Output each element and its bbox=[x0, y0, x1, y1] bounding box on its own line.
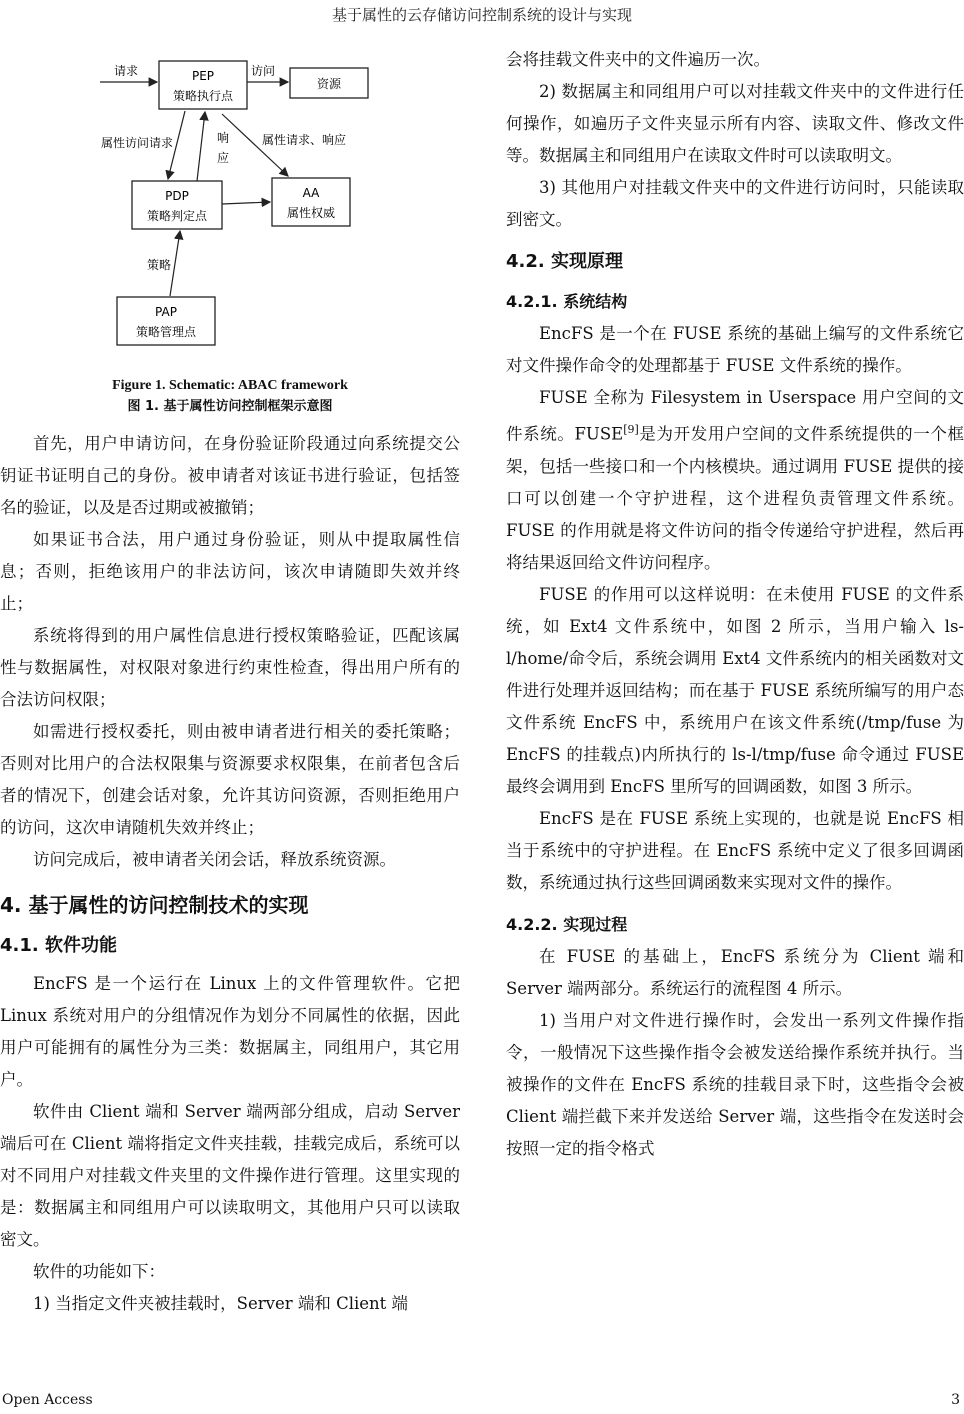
label-policy: 策略 bbox=[147, 258, 172, 272]
subsection-heading-4-2: 4.2. 实现原理 bbox=[506, 251, 623, 272]
paragraph: EncFS 是一个在 FUSE 系统的基础上编写的文件系统它对文件操作命令的处理都基于 FUSE 文件系统的操作。 bbox=[506, 324, 964, 375]
paragraph: 首先，用户申请访问，在身份验证阶段通过向系统提交公钥证书证明自己的身份。被申请者对该证书进行验证，包括签名的验证，以及是否过期或被撤销； bbox=[0, 434, 460, 517]
paragraph: FUSE 的作用可以这样说明：在未使用 FUSE 的文件系统，如 Ext4 文件系统中，如图 2 所示，当用户输入 ls-l/home/命令后，系统会调用 Ext4 文件系统内的相关函数对文件进行处理并返回结构；而在基于 FUSE 系统所编写的用户态文件系统 EncFS 中，系统用户在该文件系统(/tmp/fuse 为 EncFS 的挂载点)内所执行的 ls-l/tmp/fuse 命令通过 FUSE 最终会调用到 EncFS 里所写的回调函数，如图 3 所示。 bbox=[506, 584, 964, 796]
paragraph: 1) 当用户对文件进行操作时，会发出一系列文件操作指令，一般情况下这些操作指令会被发送给操作系统并执行。当被操作的文件在 EncFS 系统的挂载目录下时，这些指令会被 Client 端拦截下来并发送给 Server 端，这些指令在发送时会按照一定的指令格式 bbox=[506, 1010, 964, 1158]
abac-diagram bbox=[0, 44, 460, 374]
label-access: 访问 bbox=[251, 64, 276, 78]
paragraph: EncFS 是一个运行在 Linux 上的文件管理软件。它把 Linux 系统对用户的分组情况作为划分不同属性的依据，因此用户可能拥有的属性分为三类：数据属主，同组用户，其它用户。 bbox=[0, 974, 460, 1089]
paragraph: 软件的功能如下： bbox=[33, 1262, 165, 1281]
paragraph: 如需进行授权委托，则由被申请者进行相关的委托策略；否则对比用户的合法权限集与资源要求权限集，在前者包含后者的情况下，创建会话对象，允许其访问资源，否则拒绝用户的访问，这次申请随机失效并终止； bbox=[0, 722, 460, 837]
policy-arrow bbox=[170, 231, 180, 296]
paragraph: 系统将得到的用户属性信息进行授权策略验证，匹配该属性与数据属性，对权限对象进行约束性检查，得出用户所有的合法访问权限； bbox=[0, 626, 460, 709]
label-attr-request-response: 属性请求、响应 bbox=[262, 133, 347, 147]
pdp-aa-arrow bbox=[222, 202, 270, 204]
label-request: 请求 bbox=[114, 64, 139, 78]
pep-box-title: PEP bbox=[191, 69, 215, 83]
paragraph: 2) 数据属主和同组用户可以对挂载文件夹中的文件进行任何操作，如遍历子文件夹显示所有内容、读取文件、修改文件等。数据属主和同组用户在读取文件时可以读取明文。 bbox=[506, 82, 964, 165]
label-attr-access-request: 属性访问请求 bbox=[101, 136, 174, 150]
paragraph: 访问完成后，被申请者关闭会话，释放系统资源。 bbox=[33, 850, 396, 869]
paragraph-part: FUSE 全称为 Filesystem in Userspace 用户空间的文件系统。FUSE bbox=[506, 388, 964, 444]
aa-box-subtitle: 属性权威 bbox=[286, 206, 336, 220]
section-heading-4: 4. 基于属性的访问控制技术的实现 bbox=[0, 893, 309, 917]
running-header: 基于属性的云存储访问控制系统的设计与实现 bbox=[331, 6, 632, 24]
citation-ref: [9] bbox=[623, 423, 639, 436]
paragraph-part: 是为开发用户空间的文件系统提供的一个框架，包括一些接口和一个内核模块。通过调用 FUSE 提供的接口可以创建一个守护进程，这个进程负责管理文件系统。FUSE 的作用就是将文件访问的指令传递给守护进程，然后再将结果返回给文件访问程序。 bbox=[506, 424, 964, 572]
paragraph: 1) 当指定文件夹被挂载时，Server 端和 Client 端 bbox=[33, 1294, 409, 1313]
paragraph: 如果证书合法，用户通过身份验证，则从中提取属性信息；否则，拒绝该用户的非法访问，该次申请随即失效并终止； bbox=[0, 530, 460, 613]
subsubsection-heading-4-2-2: 4.2.2. 实现过程 bbox=[506, 914, 628, 934]
right-column bbox=[506, 44, 964, 1165]
pdp-box-title: PDP bbox=[165, 189, 189, 203]
figure-caption-zh: 图 1. 基于属性访问控制框架示意图 bbox=[127, 399, 333, 414]
figure-caption-en: Figure 1. Schematic: ABAC framework bbox=[112, 378, 348, 393]
paragraph: 在 FUSE 的基础上，EncFS 系统分为 Client 端和 Server 端两部分。系统运行的流程图 4 所示。 bbox=[506, 946, 964, 998]
pdp-box-subtitle: 策略判定点 bbox=[146, 209, 208, 223]
paragraph: 软件由 Client 端和 Server 端两部分组成，启动 Server 端后可在 Client 端将指定文件夹挂载，挂载完成后，系统可以对不同用户对挂载文件夹里的文件操作进行管理。这里实现的是：数据属主和同组用户可以读取明文，其他用户只可以读取密文。 bbox=[0, 1102, 460, 1249]
response-arrow bbox=[197, 112, 205, 181]
paragraph: 3) 其他用户对挂载文件夹中的文件进行访问时，只能读取到密文。 bbox=[506, 178, 964, 229]
pep-box-subtitle: 策略执行点 bbox=[172, 89, 234, 103]
left-column bbox=[0, 44, 460, 1320]
label-response-2: 应 bbox=[217, 151, 230, 165]
subsubsection-heading-4-2-1: 4.2.1. 系统结构 bbox=[506, 292, 628, 311]
aa-box-title: AA bbox=[302, 186, 320, 200]
paragraph: EncFS 是在 FUSE 系统上实现的，也就是说 EncFS 相当于系统中的守护进程。在 EncFS 系统中定义了很多回调函数，系统通过执行这些回调函数来实现对文件的操作。 bbox=[506, 808, 964, 892]
pap-box-subtitle: 策略管理点 bbox=[135, 325, 197, 339]
label-response-1: 响 bbox=[217, 131, 230, 145]
paragraph: 会将挂载文件夹中的文件遍历一次。 bbox=[506, 50, 770, 69]
pap-box-title: PAP bbox=[155, 305, 177, 319]
resource-box-label: 资源 bbox=[316, 77, 342, 91]
paragraph bbox=[506, 382, 964, 579]
subsection-heading-4-1: 4.1. 软件功能 bbox=[0, 935, 117, 956]
footer-journal: Open Access bbox=[2, 1392, 93, 1408]
abac-framework-figure bbox=[0, 44, 460, 374]
footer-page-number: 3 bbox=[951, 1392, 960, 1408]
